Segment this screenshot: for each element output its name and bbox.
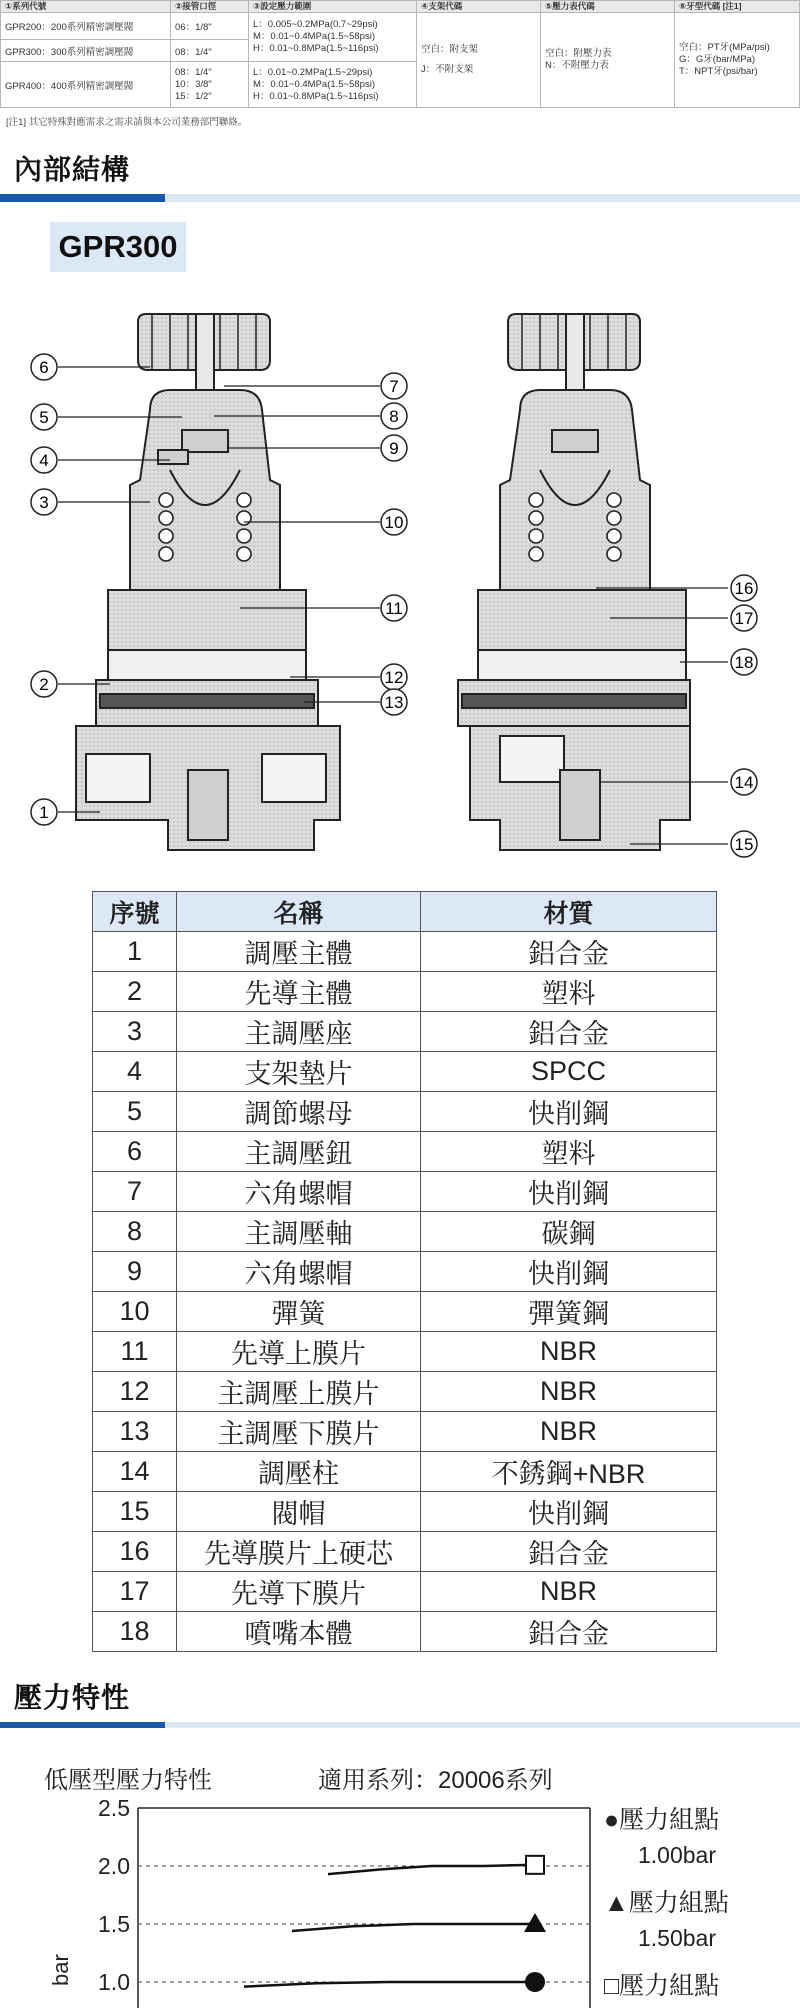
callout-18: [731, 649, 757, 675]
callout-1: [31, 799, 57, 825]
chart-ylabel: bar: [48, 1954, 73, 1986]
svg-text:6: 6: [39, 358, 49, 377]
spec-table: [0, 0, 800, 108]
part-material: SPCC: [421, 1052, 717, 1092]
part-number: 7: [93, 1172, 177, 1212]
svg-text:13: 13: [384, 693, 404, 712]
model-label: GPR300: [50, 222, 186, 272]
section-title-pressure-characteristics: 壓力特性: [14, 1682, 131, 1713]
part-number: 1: [93, 932, 177, 972]
part-material: 塑料: [421, 1132, 717, 1172]
callout-15: [731, 831, 757, 857]
spec-table-section: [0, 0, 800, 108]
table-row: [93, 932, 717, 972]
table-row: [93, 1092, 717, 1132]
legend-item-square: □壓力組點: [604, 1972, 720, 2000]
parts-header-no: 序號: [93, 892, 177, 932]
callout-8: [381, 403, 407, 429]
parts-table: [92, 891, 717, 1652]
spec-port: 08：1/4" 10：3/8" 15：1/2": [171, 62, 249, 108]
table-row: [93, 1532, 717, 1572]
spec-header: ③設定壓力範圍: [249, 1, 417, 13]
spec-pressure: L：0.005~0.2MPa(0.7~29psi) M：0.01~0.4MPa(1.5~58psi) H：0.01~0.8MPa(1.5~116psi): [249, 13, 417, 62]
svg-text:2: 2: [39, 675, 49, 694]
svg-text:18: 18: [734, 653, 754, 672]
part-material: 彈簧鋼: [421, 1292, 717, 1332]
svg-text:3: 3: [39, 493, 49, 512]
part-number: 5: [93, 1092, 177, 1132]
svg-text:12: 12: [384, 668, 404, 687]
callout-9: [381, 435, 407, 461]
svg-text:4: 4: [39, 451, 49, 470]
spec-thread: 空白：PT牙(MPa/psi) G：G牙(bar/MPa) T：NPT牙(psi/bar): [675, 13, 800, 108]
spec-pressure: L：0.01~0.2MPa(1.5~29psi) M：0.01~0.4MPa(1.5~58psi) H：0.01~0.8MPa(1.5~116psi): [249, 62, 417, 108]
svg-text:11: 11: [385, 599, 403, 618]
svg-text:5: 5: [39, 408, 49, 427]
chart-tick-label: 1.5: [98, 1911, 130, 1937]
callout-5: [31, 404, 57, 430]
part-number: 6: [93, 1132, 177, 1172]
svg-text:15: 15: [734, 835, 754, 854]
callout-11: [381, 595, 407, 621]
part-number: 2: [93, 972, 177, 1012]
legend-item-circle: ●壓力組點: [604, 1806, 720, 1834]
part-name: 主調壓鈕: [177, 1132, 421, 1172]
part-material: 快削鋼: [421, 1172, 717, 1212]
part-material: 鋁合金: [421, 1612, 717, 1652]
table-row: [93, 1052, 717, 1092]
chart-tick-label: 1.0: [98, 1969, 130, 1995]
table-row: [93, 1172, 717, 1212]
part-number: 15: [93, 1492, 177, 1532]
part-name: 主調壓座: [177, 1012, 421, 1052]
chart-axes: [98, 1795, 590, 2008]
part-name: 主調壓軸: [177, 1212, 421, 1252]
parts-header-name: 名稱: [177, 892, 421, 932]
part-name: 調節螺母: [177, 1092, 421, 1132]
part-number: 3: [93, 1012, 177, 1052]
chart-tick-label: 2.0: [98, 1853, 130, 1879]
chart-series-line: [292, 1924, 535, 1931]
part-material: 快削鋼: [421, 1252, 717, 1292]
section-title-internal-structure: 內部結構: [14, 154, 131, 185]
part-material: 鋁合金: [421, 1532, 717, 1572]
spec-gauge: 空白：附壓力表 N：不附壓力表: [541, 13, 675, 108]
chart-marker-triangle: [524, 1913, 546, 1932]
table-row: [93, 1292, 717, 1332]
part-name: 調壓柱: [177, 1452, 421, 1492]
callout-13: [381, 689, 407, 715]
part-material: 鋁合金: [421, 932, 717, 972]
callout-7: [381, 373, 407, 399]
table-row: [93, 972, 717, 1012]
callout-10: [381, 509, 407, 535]
part-name: 彈簧: [177, 1292, 421, 1332]
table-row: [93, 1012, 717, 1052]
chart-lines: [244, 1856, 546, 1992]
part-material: 碳鋼: [421, 1212, 717, 1252]
callout-6: [31, 354, 57, 380]
chart-tick-label: 2.5: [98, 1795, 130, 1821]
spec-header: ⑥牙型代碼 [注1]: [675, 1, 800, 13]
part-number: 10: [93, 1292, 177, 1332]
table-row: [93, 1492, 717, 1532]
parts-table-body: [93, 932, 717, 1652]
callout-12: [381, 664, 407, 690]
svg-text:9: 9: [389, 439, 399, 458]
part-name: 先導下膜片: [177, 1572, 421, 1612]
part-material: 鋁合金: [421, 1012, 717, 1052]
chart-title: 低壓型壓力特性: [44, 1767, 212, 1794]
cross-section-diagram: [0, 300, 800, 860]
part-number: 8: [93, 1212, 177, 1252]
part-number: 18: [93, 1612, 177, 1652]
callout-3: [31, 489, 57, 515]
table-row: [93, 1572, 717, 1612]
regulator-left-drawing: [76, 314, 340, 850]
callout-16: [731, 575, 757, 601]
legend-value: 1.50bar: [638, 1925, 717, 1951]
part-number: 14: [93, 1452, 177, 1492]
part-material: NBR: [421, 1412, 717, 1452]
spec-header: ②接管口徑: [171, 1, 249, 13]
spec-header-row: [1, 1, 800, 13]
spec-model: GPR400：400系列精密調壓閥: [1, 62, 171, 108]
spec-row: [1, 13, 800, 40]
callout-2: [31, 671, 57, 697]
svg-text:8: 8: [389, 407, 399, 426]
part-name: 六角螺帽: [177, 1252, 421, 1292]
legend-item-triangle: ▲壓力組點: [604, 1889, 729, 1917]
part-material: 塑料: [421, 972, 717, 1012]
part-number: 9: [93, 1252, 177, 1292]
part-name: 先導上膜片: [177, 1332, 421, 1372]
chart-marker-circle: [525, 1972, 545, 1992]
table-row: [93, 1412, 717, 1452]
part-name: 閥帽: [177, 1492, 421, 1532]
part-material: 快削鋼: [421, 1092, 717, 1132]
part-name: 支架墊片: [177, 1052, 421, 1092]
chart-marker-square: [526, 1856, 544, 1874]
spec-port: 06：1/8": [171, 13, 249, 40]
part-number: 11: [93, 1332, 177, 1372]
chart-subtitle: 適用系列：20006系列: [318, 1767, 553, 1794]
part-name: 先導主體: [177, 972, 421, 1012]
part-number: 17: [93, 1572, 177, 1612]
parts-header-material: 材質: [421, 892, 717, 932]
footnote: [注1] 其它特殊對應需求之需求請與本公司業務部門聯絡。: [6, 117, 248, 128]
part-number: 12: [93, 1372, 177, 1412]
svg-text:17: 17: [734, 609, 754, 628]
part-name: 先導膜片上硬芯: [177, 1532, 421, 1572]
part-name: 主調壓下膜片: [177, 1412, 421, 1452]
part-name: 主調壓上膜片: [177, 1372, 421, 1412]
callout-17: [731, 605, 757, 631]
part-number: 4: [93, 1052, 177, 1092]
part-material: NBR: [421, 1372, 717, 1412]
table-row: [93, 1132, 717, 1172]
spec-bracket: 空白：附支架 J：不附支架: [417, 13, 541, 108]
part-name: 噴嘴本體: [177, 1612, 421, 1652]
spec-port: 08：1/4": [171, 40, 249, 62]
chart-series-line: [328, 1865, 535, 1874]
svg-text:1: 1: [39, 803, 49, 822]
svg-text:14: 14: [734, 773, 754, 792]
spec-header: ④支架代碼: [417, 1, 541, 13]
callout-14: [731, 769, 757, 795]
regulator-right-drawing: [458, 314, 690, 850]
table-row: [93, 1332, 717, 1372]
part-number: 16: [93, 1532, 177, 1572]
chart-series-line: [244, 1982, 535, 1987]
spec-header: ⑤壓力表代碼: [541, 1, 675, 13]
svg-text:16: 16: [734, 579, 754, 598]
table-row: [93, 1452, 717, 1492]
part-material: NBR: [421, 1332, 717, 1372]
table-row: [93, 1212, 717, 1252]
callout-4: [31, 447, 57, 473]
part-name: 調壓主體: [177, 932, 421, 972]
parts-header-row: [93, 892, 717, 932]
spec-model: GPR200：200系列精密調壓閥: [1, 13, 171, 40]
section-divider: [0, 1722, 800, 1728]
part-material: 快削鋼: [421, 1492, 717, 1532]
svg-text:7: 7: [389, 377, 399, 396]
part-material: NBR: [421, 1572, 717, 1612]
spec-model: GPR300：300系列精密調壓閥: [1, 40, 171, 62]
legend-value: 1.00bar: [638, 1842, 717, 1868]
part-name: 六角螺帽: [177, 1172, 421, 1212]
section-divider: [0, 194, 800, 202]
table-row: [93, 1372, 717, 1412]
table-row: [93, 1612, 717, 1652]
table-row: [93, 1252, 717, 1292]
part-number: 13: [93, 1412, 177, 1452]
spec-header: ①系列代號: [1, 1, 171, 13]
part-material: 不銹鋼+NBR: [421, 1452, 717, 1492]
svg-text:10: 10: [384, 513, 404, 532]
